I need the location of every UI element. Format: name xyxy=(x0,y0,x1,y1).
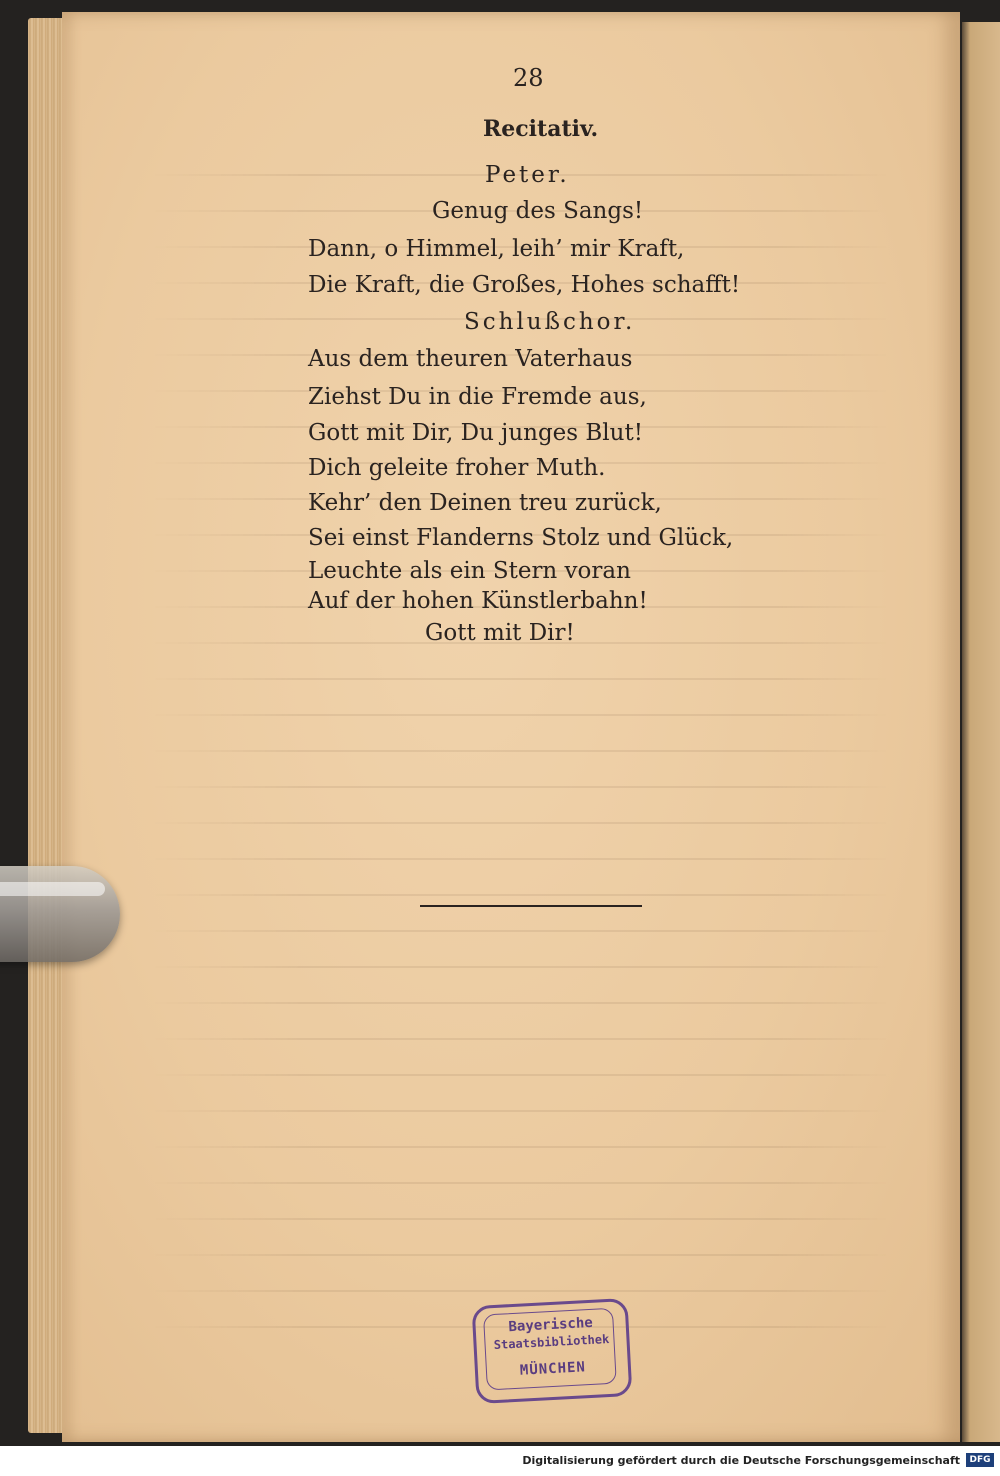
right-page-edge xyxy=(962,22,1000,1442)
page-number: 28 xyxy=(513,64,544,92)
chorus-line: Dich geleite froher Muth. xyxy=(308,455,606,481)
library-stamp xyxy=(472,1298,633,1404)
chorus-line: Ziehst Du in die Fremde aus, xyxy=(308,384,647,410)
speaker-peter: Peter. xyxy=(485,162,570,188)
glass-highlight xyxy=(0,882,105,896)
dfg-logo-icon: DFG xyxy=(966,1453,994,1467)
chorus-line: Leuchte als ein Stern voran xyxy=(308,558,631,584)
chorus-line: Auf der hohen Künstlerbahn! xyxy=(308,588,648,614)
verse-line: Dann, o Himmel, leih’ mir Kraft, xyxy=(308,236,685,262)
verse-line: Die Kraft, die Großes, Hohes schafft! xyxy=(308,272,741,298)
chorus-line: Kehr’ den Deinen treu zurück, xyxy=(308,490,662,516)
stamp-line: Bayerische xyxy=(508,1314,594,1336)
stamp-line: Staatsbibliothek xyxy=(493,1331,610,1353)
closing-line: Gott mit Dir! xyxy=(425,620,575,646)
section-heading: Recitativ. xyxy=(483,116,599,142)
speaker-chorus: Schlußchor. xyxy=(464,309,636,335)
stamp-line: MÜNCHEN xyxy=(519,1359,587,1379)
chorus-line: Gott mit Dir, Du junges Blut! xyxy=(308,420,643,446)
end-rule xyxy=(420,905,642,907)
glass-page-weight xyxy=(0,866,120,962)
footer-credit: Digitalisierung gefördert durch die Deutsche Forschungsgemeinschaft xyxy=(522,1454,960,1467)
digitization-footer xyxy=(0,1446,1000,1476)
chorus-line: Sei einst Flanderns Stolz und Glück, xyxy=(308,525,734,551)
chorus-line: Aus dem theuren Vaterhaus xyxy=(308,346,633,372)
verse-line: Genug des Sangs! xyxy=(432,198,644,224)
